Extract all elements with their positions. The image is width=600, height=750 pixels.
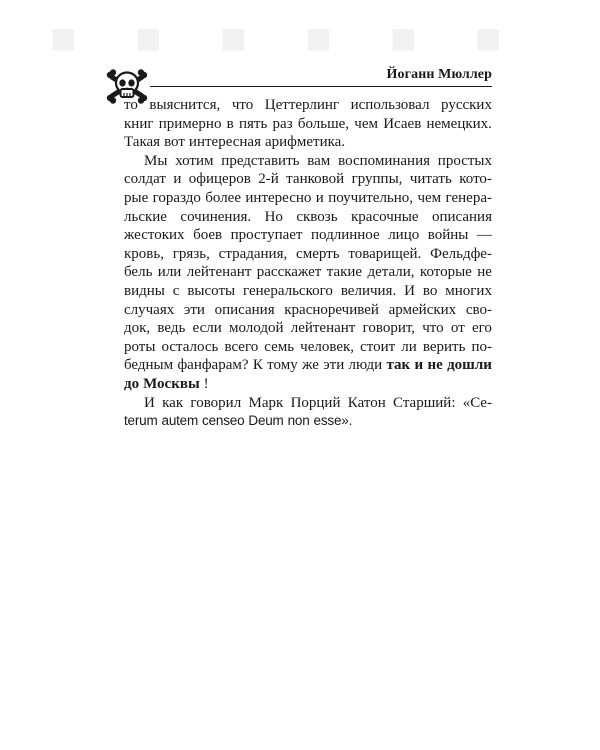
word: проступает — [230, 227, 303, 244]
word: лицо — [388, 227, 420, 244]
word: Но — [264, 208, 283, 225]
word: Катон — [347, 394, 386, 411]
word: стоит — [360, 338, 396, 355]
word: non — [287, 413, 310, 429]
word: рые — [124, 189, 149, 206]
word: красноречивей — [284, 301, 379, 318]
word: роты — [124, 338, 156, 355]
word: детали, — [367, 264, 415, 281]
word: хотим — [175, 152, 214, 169]
word: и — [315, 189, 324, 206]
word: сочинения. — [180, 208, 252, 225]
word: жестоких — [124, 227, 185, 244]
word: эти — [323, 357, 345, 374]
word: подлинное — [311, 227, 380, 244]
word: страдания, — [218, 245, 288, 262]
word: Фельдфе- — [430, 245, 492, 262]
word: генеральского — [243, 282, 333, 299]
word: солдат — [124, 171, 166, 188]
word: от — [450, 320, 465, 337]
text-line — [124, 115, 492, 134]
word: дошли — [447, 357, 492, 374]
word: войны — [427, 227, 469, 244]
word: величия. — [340, 282, 397, 299]
word: описания — [214, 301, 275, 318]
text-line — [124, 208, 492, 227]
word: смерть — [296, 245, 340, 262]
word: примерно — [158, 115, 222, 132]
word: говорит, — [362, 320, 416, 337]
word: простых — [437, 152, 492, 169]
word: использовал — [350, 97, 430, 113]
word: что — [231, 97, 254, 113]
text-line — [124, 170, 492, 189]
text-line — [124, 301, 492, 320]
word: молодой — [228, 320, 284, 337]
word: интересно — [245, 189, 312, 206]
body-text — [124, 96, 492, 431]
word: то — [124, 97, 138, 113]
word: или — [157, 264, 182, 281]
word: вот — [164, 134, 185, 151]
word: ведь — [157, 320, 186, 337]
word: так — [386, 357, 411, 374]
text-line — [124, 226, 492, 245]
word: видны — [124, 282, 165, 299]
word: док, — [124, 320, 151, 337]
word: книг — [124, 115, 154, 132]
word: поучительно, — [328, 189, 414, 206]
word: censeo — [202, 413, 245, 429]
text-line — [124, 375, 492, 394]
word: ! — [203, 375, 209, 392]
text-line — [124, 133, 492, 152]
word: 2-й — [258, 171, 279, 188]
word: как — [162, 394, 184, 411]
word: кровь, — [124, 245, 164, 262]
word: Порций — [290, 394, 341, 411]
word: — — [476, 227, 492, 244]
word: больше, — [297, 115, 350, 132]
word: говорил — [190, 394, 242, 411]
word: офицеров — [188, 171, 251, 188]
word: esse». — [313, 413, 353, 429]
word: пять — [238, 115, 268, 132]
text-line — [124, 263, 492, 282]
word: гораздо — [152, 189, 201, 206]
word: танковой — [286, 171, 345, 188]
word: грязь, — [172, 245, 210, 262]
word: лейтенант — [186, 264, 252, 281]
word: не — [477, 264, 492, 281]
word: autem — [161, 413, 199, 429]
word: тому — [267, 357, 298, 374]
word: всего — [224, 338, 259, 355]
word: генера- — [445, 189, 492, 206]
word: семь — [264, 338, 295, 355]
word: осталось — [161, 338, 219, 355]
word: К — [252, 357, 263, 374]
word: Мы — [144, 152, 168, 169]
word: красочные — [351, 208, 419, 225]
word: в — [226, 115, 234, 132]
word: terum — [124, 413, 158, 429]
word: Такая — [124, 134, 161, 151]
show-through-ghost: ■ ■ ■ ■ ■ ■ — [50, 14, 502, 63]
text-line — [124, 189, 492, 208]
word: такие — [326, 264, 363, 281]
word: Старший: — [393, 394, 456, 411]
text-line — [124, 282, 492, 301]
text-line — [124, 319, 492, 338]
word: эти — [183, 301, 205, 318]
word: высоты — [187, 282, 236, 299]
word: и — [414, 357, 424, 374]
header-rule — [150, 86, 492, 87]
word: с — [172, 282, 180, 299]
word: верить — [422, 338, 466, 355]
word: же — [302, 357, 319, 374]
running-head-author: Йоганн Мюллер — [386, 67, 492, 82]
word: многих — [445, 282, 492, 299]
word: Deum — [248, 413, 284, 429]
word: И — [404, 282, 415, 299]
word: расскажет — [256, 264, 322, 281]
word: раз — [272, 115, 293, 132]
word: что — [422, 320, 444, 337]
word: и — [173, 171, 182, 188]
word: кото- — [459, 171, 492, 188]
word: фанфарам? — [177, 357, 249, 374]
word: арифметика. — [264, 134, 346, 151]
word: Марк — [248, 394, 284, 411]
word: человек, — [300, 338, 355, 355]
word: бель — [124, 264, 153, 281]
word: сво- — [465, 301, 492, 318]
word: если — [192, 320, 222, 337]
word: не — [427, 357, 443, 374]
word: армейских — [388, 301, 457, 318]
word: представить — [221, 152, 300, 169]
word: товарищей. — [348, 245, 422, 262]
word: интересная — [188, 134, 261, 151]
word: группы, — [351, 171, 403, 188]
word: случаях — [124, 301, 175, 318]
word: немецких. — [426, 115, 492, 132]
word: воспоминания — [338, 152, 431, 169]
word: по- — [471, 338, 492, 355]
text-line — [124, 356, 492, 375]
word: более — [205, 189, 242, 206]
word: льские — [124, 208, 167, 225]
word: вам — [307, 152, 331, 169]
word: которые — [419, 264, 472, 281]
word: во — [422, 282, 438, 299]
word: «Ce- — [462, 394, 492, 411]
text-line — [124, 338, 492, 357]
text-line — [124, 96, 492, 115]
word: выяснится, — [149, 97, 221, 113]
word: до — [124, 375, 140, 392]
text-line — [124, 152, 492, 171]
word: чем — [417, 189, 442, 206]
word: И — [144, 394, 155, 411]
word: боев — [193, 227, 223, 244]
word: Цеттерлинг — [264, 97, 340, 113]
word: описания — [431, 208, 492, 225]
word: русских — [441, 97, 492, 113]
word: его — [471, 320, 492, 337]
word: сквозь — [296, 208, 338, 225]
text-line — [124, 245, 492, 264]
word: ли — [401, 338, 417, 355]
word: Исаев — [383, 115, 422, 132]
text-line — [124, 394, 492, 413]
word: бедным — [124, 357, 174, 374]
text-line — [124, 412, 492, 431]
word: люди — [348, 357, 383, 374]
word: Москвы — [143, 375, 200, 392]
word: читать — [409, 171, 452, 188]
word: чем — [354, 115, 378, 132]
word: лейтенант — [290, 320, 356, 337]
